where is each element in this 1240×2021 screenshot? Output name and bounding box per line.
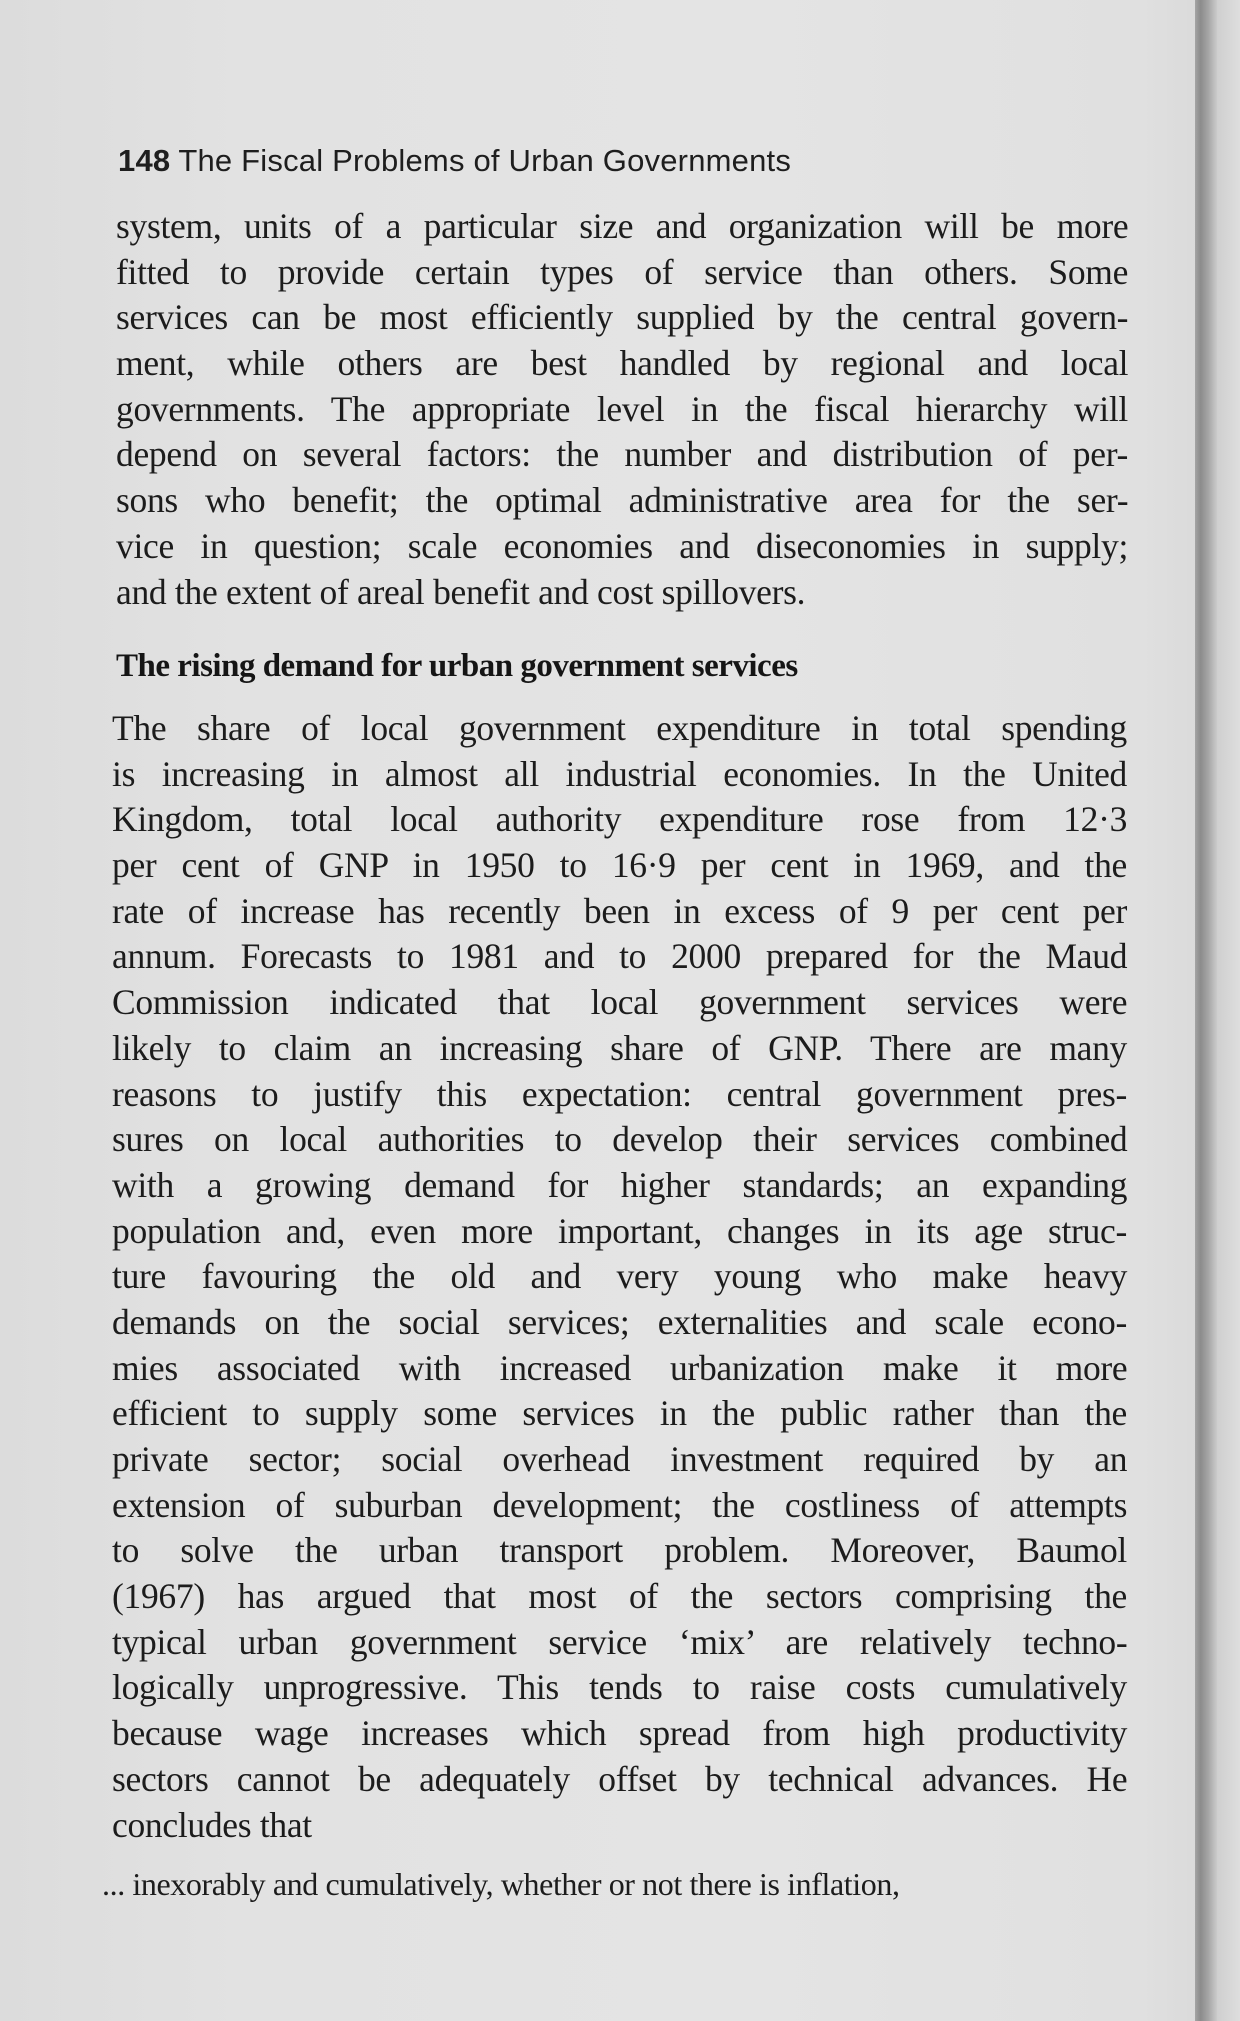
text-line: ment, while others are best handled by regional and local [116, 343, 1129, 384]
paragraph-1 [116, 204, 1128, 615]
text-line: services can be most efficiently supplied by the central govern- [116, 297, 1129, 338]
text-line: and the extent of areal benefit and cost spillovers. [116, 571, 806, 612]
text-line: likely to claim an increasing share of GNP. There are many [112, 1027, 1127, 1068]
text-line: is increasing in almost all industrial economies. In the United [112, 753, 1127, 794]
text-line: reasons to justify this expectation: central government pres- [112, 1073, 1127, 1114]
text-line: Kingdom, total local authority expenditure rose from 12·3 [112, 799, 1128, 840]
text-line: demands on the social services; externalities and scale econo- [112, 1301, 1127, 1342]
paragraph-2 [112, 706, 1127, 1848]
facing-page-edge [1217, 0, 1240, 2021]
text-line: with a growing demand for higher standards; an expanding [112, 1164, 1128, 1205]
text-line: per cent of GNP in 1950 to 16·9 per cent in 1969, and the [112, 845, 1127, 886]
chapter-title: The Fiscal Problems of Urban Governments [178, 143, 792, 178]
text-line: typical urban government service ‘mix’ are relatively techno- [112, 1621, 1128, 1662]
text-line: sons who benefit; the optimal administrative area for the ser- [116, 480, 1129, 521]
text-line: ture favouring the old and very young who make heavy [112, 1256, 1128, 1297]
text-line: sectors cannot be adequately offset by technical advances. He [112, 1758, 1128, 1799]
text-line: efficient to supply some services in the public rather than the [112, 1393, 1127, 1434]
page-gutter-shadow [1195, 0, 1217, 2021]
text-line: because wage increases which spread from high productivity [112, 1713, 1128, 1754]
text-line: rate of increase has recently been in excess of 9 per cent per [112, 890, 1127, 931]
text-line: population and, even more important, changes in its age struc- [112, 1210, 1127, 1251]
text-line: to solve the urban transport problem. Moreover, Baumol [112, 1530, 1127, 1571]
text-line: logically unprogressive. This tends to raise costs cumulatively [112, 1667, 1127, 1708]
text-line: system, units of a particular size and organization will be more [116, 206, 1129, 246]
text-line: (1967) has argued that most of the sectors comprising the [112, 1576, 1127, 1617]
block-quotation: ... inexorably and cumulatively, whether or not there is inflation, [102, 1866, 900, 1902]
running-head [118, 143, 791, 179]
text-line: mies associated with increased urbanization make it more [112, 1347, 1128, 1388]
section-heading: The rising demand for urban government services [116, 648, 798, 684]
text-line: sures on local authorities to develop their services combined [112, 1119, 1128, 1160]
text-line: Commission indicated that local government services were [112, 982, 1128, 1023]
text-line: concludes that [112, 1804, 312, 1845]
text-line: fitted to provide certain types of service than others. Some [116, 251, 1129, 292]
text-line: vice in question; scale economies and diseconomies in supply; [116, 525, 1129, 566]
text-line: depend on several factors: the number and distribution of per- [116, 434, 1129, 475]
page-number: 148 [118, 143, 171, 178]
text-line: annum. Forecasts to 1981 and to 2000 prepared for the Maud [112, 936, 1128, 977]
text-line: governments. The appropriate level in the fiscal hierarchy will [116, 388, 1128, 429]
text-line: The share of local government expenditure in total spending [112, 708, 1127, 748]
text-line: extension of suburban development; the costliness of attempts [112, 1484, 1128, 1525]
text-line: private sector; social overhead investment required by an [112, 1439, 1128, 1479]
